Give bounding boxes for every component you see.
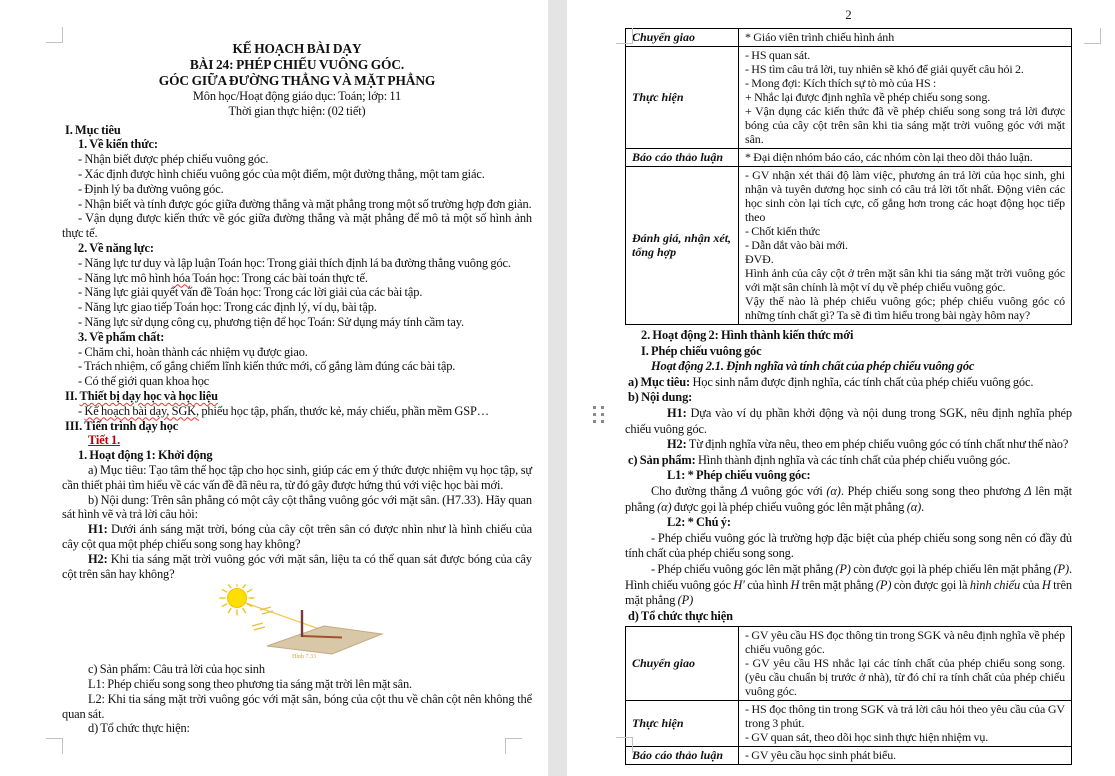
spellcheck-flagged-text: Kế hoạch bài dạy, SGK, bbox=[84, 403, 199, 418]
paragraph bbox=[62, 285, 532, 300]
text-run: Từ định nghĩa vừa nêu, theo em phép chiếu vuông góc có tính chất như thế nào? bbox=[686, 437, 1069, 452]
figure-caption: Hình 7.33 bbox=[292, 654, 316, 661]
table-cell-line: - GV yêu cầu HS nhắc lại các tính chất của phép chiếu song song. (yêu cầu chuẩn bị trước ở nhà), từ đó chỉ ra tính chất của phép chiếu vuông góc. bbox=[745, 656, 1065, 699]
table-row bbox=[626, 149, 1072, 167]
text-run: d) Tổ chức thực hiện bbox=[628, 608, 733, 623]
organization-table bbox=[625, 626, 1072, 765]
table-row-label: Báo cáo thảo luận bbox=[626, 747, 739, 765]
text-run: của hình bbox=[744, 577, 791, 592]
text-run: (P) bbox=[875, 577, 892, 592]
text-run: L1: * Phép chiếu vuông góc: bbox=[667, 468, 811, 483]
text-run: Học sinh nắm được định nghĩa, các tính chất của phép chiếu vuông góc. bbox=[690, 374, 1034, 389]
text-run: trên mặt phẳng bbox=[625, 577, 1072, 608]
text-run: - Nhận biết và tính được góc giữa đường thẳng và mặt phẳng trong một số trường hợp đơn giản. bbox=[78, 196, 532, 211]
text-run: a) Mục tiêu: Tạo tâm thế học tập cho học sinh, giúp các em ý thức được nhiệm vụ học tập, sự cần thiết phải tìm hiểu về các vấn đề đã nêu ra, từ đó gây được hứng thú với việc học bài mới. bbox=[62, 462, 532, 492]
table-row-label: Báo cáo thảo luận bbox=[626, 149, 739, 167]
spellcheck-flagged-text: hóa bbox=[172, 270, 191, 285]
page-1-body bbox=[0, 0, 548, 736]
text-run: . Hình chiếu vuông góc bbox=[625, 561, 1072, 592]
doc-subtitle bbox=[62, 57, 532, 73]
paragraph bbox=[62, 662, 532, 677]
paragraph bbox=[625, 406, 1072, 437]
paragraph bbox=[62, 522, 532, 552]
text-run: KẾ HOẠCH BÀI DẠY bbox=[232, 41, 362, 56]
text-run: L1: Phép chiếu song song theo phương tia sáng mặt trời lên mặt sân. bbox=[88, 677, 413, 692]
text-run: vuông góc với bbox=[747, 483, 827, 498]
text-run: d) Tổ chức thực hiện: bbox=[88, 721, 190, 736]
text-run: Hình thành định nghĩa và các tính chất của phép chiếu vuông góc. bbox=[695, 452, 1011, 467]
table-row-label: Thực hiện bbox=[626, 47, 739, 149]
table-row bbox=[626, 701, 1072, 747]
spellcheck-flagged-text: Thiết bị dạy học và học liệu bbox=[79, 388, 218, 403]
text-run: - Có thế giới quan khoa học bbox=[78, 374, 210, 389]
text-run: - bbox=[78, 403, 85, 418]
paragraph bbox=[625, 609, 1072, 625]
text-run: Cho đường thẳng bbox=[651, 483, 741, 498]
text-run: GÓC GIỮA ĐƯỜNG THẲNG VÀ MẶT PHẲNG bbox=[158, 73, 436, 88]
text-run: - Năng lực tư duy và lập luận Toán học: Trong giải thích định lá ba đường thẳng vuông góc. bbox=[78, 255, 511, 270]
text-run: H2: bbox=[667, 437, 687, 452]
text-run: H1: bbox=[88, 522, 108, 537]
doc-subtitle bbox=[62, 73, 532, 89]
text-run: b) Nội dung: bbox=[628, 390, 693, 405]
margin-mark-left-page-bottom-right bbox=[505, 738, 522, 754]
text-run: I. Phép chiếu vuông góc bbox=[641, 343, 762, 358]
sub-heading bbox=[625, 344, 1072, 360]
text-run: 2. Hoạt động 2: Hình thành kiến thức mới bbox=[641, 328, 854, 342]
text-run: L2: * Chú ý: bbox=[667, 515, 731, 530]
table-row-label: Chuyển giao bbox=[626, 627, 739, 701]
table-cell-line: - HS quan sát. bbox=[745, 48, 811, 62]
table-row-content bbox=[739, 47, 1072, 149]
table-cell-line: - Mong đợi: Kích thích sự tò mò của HS : bbox=[745, 76, 937, 90]
text-run: Δ bbox=[1024, 483, 1032, 498]
text-run: III. Tiến trình dạy học bbox=[65, 418, 179, 433]
table-row bbox=[626, 29, 1072, 47]
paragraph bbox=[62, 677, 532, 692]
text-run: Hoạt động 2.1. Định nghĩa và tính chất của phép chiếu vuông góc bbox=[651, 359, 975, 374]
table-row-content bbox=[739, 747, 1072, 765]
text-run: c) Sản phẩm: Câu trả lời của học sinh bbox=[88, 662, 265, 677]
section-heading bbox=[62, 419, 532, 434]
table-cell-line: - GV quan sát, theo dõi học sinh thực hiện nhiệm vụ. bbox=[745, 730, 989, 745]
text-run: Khi tia sáng mặt trời vuông góc với mặt sân, liệu ta có thể quan sát được bóng của cây cột trên sân hay không? bbox=[62, 551, 532, 581]
table-cell-line: Hình ảnh của cây cột ở trên mặt sân khi tia sáng mặt trời vuông góc với mặt sân chính là một ví dụ về phép chiếu vuông góc. bbox=[745, 266, 1065, 294]
paragraph bbox=[62, 197, 532, 212]
text-run: Tiết 1. bbox=[88, 433, 121, 448]
table-cell-line: - Dẫn dắt vào bài mới. bbox=[745, 238, 848, 252]
text-run: c) Sản phẩm: bbox=[628, 452, 696, 467]
text-run: - Định lý ba đường vuông góc. bbox=[78, 181, 224, 196]
page-number: 2 bbox=[845, 7, 852, 22]
organization-table bbox=[625, 28, 1072, 325]
table-row-label: Đánh giá, nhận xét, tổng hợp bbox=[626, 167, 739, 325]
margin-mark-right-page-top-left bbox=[616, 28, 633, 44]
doc-title bbox=[62, 41, 532, 57]
text-run: b) Nội dung: Trên sân phẳng có một cây cột thẳng vuông góc với mặt sân. (H7.33). Hãy quan sát hình vẽ và trả lời câu hỏi: bbox=[62, 492, 532, 522]
section-heading bbox=[62, 389, 532, 404]
light-dashes bbox=[252, 607, 273, 630]
paragraph bbox=[62, 359, 532, 374]
text-run: - Năng lực giải quyết vấn đề Toán học: Trong các lời giải của các bài tập. bbox=[78, 285, 423, 300]
text-run: - Chăm chỉ, hoàn thành các nhiệm vụ được giao. bbox=[78, 344, 308, 359]
table-row-content bbox=[739, 701, 1072, 747]
table-row-content bbox=[739, 167, 1072, 325]
table-cell-line: + Nhắc lại được định nghĩa về phép chiếu song song. bbox=[745, 90, 991, 104]
sub-heading bbox=[62, 137, 532, 152]
text-run: a) Mục tiêu: bbox=[628, 374, 691, 389]
table-cell-line: * Giáo viên trình chiếu hình ảnh bbox=[745, 30, 895, 44]
text-run: còn được gọi là phép chiếu lên mặt phẳng bbox=[850, 561, 1054, 576]
text-run: (α) bbox=[826, 483, 841, 498]
text-run: Δ bbox=[740, 483, 748, 498]
text-run: Dựa vào ví dụ phần khởi động và nội dung trong SGK, nêu định nghĩa phép chiếu vuông góc. bbox=[625, 405, 1072, 436]
text-run: - Vận dụng được kiến thức về góc giữa đường thẳng và mặt phẳng để mô tả một số hình ảnh thực tế. bbox=[62, 211, 532, 241]
text-run: - Trách nhiệm, cố gắng chiếm lĩnh kiến thức mới, cố gắng làm đúng các bài tập. bbox=[78, 359, 456, 374]
text-run: - Phép chiếu vuông góc lên mặt phẳng bbox=[651, 561, 836, 576]
activity-heading bbox=[625, 328, 1072, 344]
table-cell-line: - GV yêu cầu học sinh phát biểu. bbox=[745, 748, 897, 763]
text-run: Thời gian thực hiện: (02 tiết) bbox=[228, 103, 366, 118]
paragraph bbox=[625, 390, 1072, 406]
margin-mark-left-page-bottom-left bbox=[46, 738, 63, 754]
paragraph bbox=[62, 152, 532, 167]
paragraph bbox=[625, 468, 1072, 484]
text-run: BÀI 24: PHÉP CHIẾU VUÔNG GÓC. bbox=[189, 57, 405, 72]
text-run: còn được gọi là bbox=[891, 577, 970, 592]
sun-projection-illustration bbox=[212, 584, 397, 660]
table-cell-line: - GV nhận xét thái độ làm việc, phương án trả lời của học sinh, ghi nhận và tuyên dương học sinh có câu trả lời tốt nhất. Động viên các học sinh còn lại tích cực, cố gắng hơn trong các hoạt động học tiếp theo bbox=[745, 168, 1065, 224]
text-run: trên mặt phẳng bbox=[799, 577, 876, 592]
text-run: - Nhận biết được phép chiếu vuông góc. bbox=[78, 152, 269, 167]
section-heading bbox=[62, 123, 532, 138]
table-row-content bbox=[739, 149, 1072, 167]
paragraph bbox=[625, 437, 1072, 453]
text-run: H2: bbox=[88, 551, 108, 566]
sub-heading bbox=[62, 330, 532, 345]
paragraph bbox=[625, 562, 1072, 609]
sub-activity-heading bbox=[625, 359, 1072, 375]
paragraph bbox=[62, 721, 532, 736]
paragraph bbox=[62, 211, 532, 241]
paragraph bbox=[62, 182, 532, 197]
document-page-1 bbox=[0, 0, 548, 776]
text-run: Dưới ánh sáng mặt trời, bóng của cây cột trên sân có được nhìn như là hình chiếu của cây cột qua một phép chiếu song song hay không? bbox=[62, 522, 532, 551]
text-run: được gọi là phép chiếu vuông góc lên mặt phẳng bbox=[671, 499, 907, 514]
table-cell-line: - GV yêu cầu HS đọc thông tin trong SGK và nêu định nghĩa về phép chiếu vuông góc. bbox=[745, 628, 1065, 657]
table-cell-line: ĐVĐ. bbox=[745, 252, 774, 266]
paragraph bbox=[62, 374, 532, 389]
text-run: 2. Về năng lực: bbox=[78, 240, 154, 255]
table-row bbox=[626, 627, 1072, 701]
doc-meta bbox=[62, 89, 532, 104]
margin-mark-right-page-bottom-left bbox=[616, 737, 633, 753]
text-run: - Năng lực giao tiếp Toán học: Trong các định lý, ví dụ, bài tập. bbox=[78, 300, 377, 315]
margin-mark-left-page-top-left bbox=[46, 27, 63, 43]
text-run: - Năng lực sử dụng công cụ, phương tiện để học Toán: Sử dụng máy tính cầm tay. bbox=[78, 314, 465, 329]
text-run: H bbox=[790, 577, 800, 592]
table-row bbox=[626, 47, 1072, 149]
text-run: H1: bbox=[667, 405, 687, 420]
table-cell-line: Vậy thế nào là phép chiếu vuông góc; phép chiếu vuông góc có những tính chất gì? Ta sẽ đi tìm hiểu trong bài ngày hôm nay? bbox=[745, 294, 1065, 322]
text-run: 1. Hoạt động 1: Khởi động bbox=[78, 448, 213, 463]
text-run: L2: Khi tia sáng mặt trời vuông góc với mặt sân, bóng của cột thu về chân cột nên không thể quan sát. bbox=[62, 691, 532, 721]
paragraph bbox=[62, 300, 532, 315]
paragraph bbox=[625, 375, 1072, 391]
paragraph bbox=[62, 271, 532, 286]
paragraph bbox=[625, 453, 1072, 469]
text-run: II. bbox=[65, 388, 80, 403]
table-row-content bbox=[739, 29, 1072, 47]
paragraph bbox=[62, 552, 532, 582]
text-run: hình chiếu bbox=[969, 577, 1021, 592]
figure-h7-33 bbox=[212, 584, 397, 660]
text-run: . bbox=[921, 499, 925, 514]
paragraph bbox=[62, 345, 532, 360]
paragraph bbox=[62, 404, 532, 419]
text-run: - Phép chiếu vuông góc là trường hợp đặc biệt của phép chiếu song song nên có đầy đủ tính chất của phép chiếu song song. bbox=[625, 530, 1072, 561]
text-run: (P) bbox=[835, 561, 851, 576]
text-run: Toán học: Trong các bài toán thực tế. bbox=[190, 270, 368, 285]
text-run: - Năng lực mô hình bbox=[78, 270, 173, 285]
margin-mark-right-page-top-right bbox=[1084, 28, 1101, 44]
text-run: . Phép chiếu song song theo phương bbox=[840, 483, 1025, 498]
table-cell-line: - HS đọc thông tin trong SGK và trả lời câu hỏi theo yêu cầu của GV trong 3 phút. bbox=[745, 702, 1065, 731]
ground-plane bbox=[267, 626, 382, 654]
sun-icon bbox=[228, 589, 247, 608]
text-run: Môn học/Hoạt động giáo dục: Toán; lớp: 11 bbox=[192, 89, 402, 103]
text-run: lên mặt phẳng bbox=[625, 483, 1072, 514]
text-run: phiếu học tập, phấn, thước kẻ, máy chiếu, phần mềm GSP… bbox=[198, 403, 490, 418]
paragraph bbox=[625, 531, 1072, 562]
activity-heading bbox=[62, 448, 532, 463]
table-cell-line: * Đại diện nhóm báo cáo, các nhóm còn lại theo dõi thảo luận. bbox=[745, 150, 1033, 164]
paragraph bbox=[625, 515, 1072, 531]
table-cell-line: - HS tìm câu trả lời, tuy nhiên sẽ khó để giải quyết câu hỏi 2. bbox=[745, 62, 1024, 76]
table-row bbox=[626, 747, 1072, 765]
table-cell-line: - Chốt kiến thức bbox=[745, 224, 821, 238]
paragraph bbox=[62, 692, 532, 722]
text-run: H bbox=[1041, 577, 1051, 592]
text-run: 1. Về kiến thức: bbox=[78, 137, 158, 152]
text-run: H′ bbox=[733, 577, 745, 592]
tiet-1-heading bbox=[62, 433, 532, 448]
text-run: - Xác định được hình chiếu vuông góc của một điểm, một đường thẳng, một tam giác. bbox=[78, 166, 485, 181]
page-2-body bbox=[567, 0, 1115, 765]
table-row bbox=[626, 167, 1072, 325]
table-row-label: Chuyển giao bbox=[626, 29, 739, 47]
paragraph bbox=[62, 167, 532, 182]
table-row-label: Thực hiện bbox=[626, 701, 739, 747]
text-run: của bbox=[1020, 577, 1042, 592]
text-run: (P) bbox=[677, 593, 694, 608]
document-page-2 bbox=[567, 0, 1115, 776]
text-run: (P) bbox=[1053, 561, 1070, 576]
paragraph bbox=[62, 315, 532, 330]
paragraph bbox=[62, 493, 532, 523]
drag-handle-icon[interactable] bbox=[593, 406, 605, 425]
paragraph bbox=[625, 484, 1072, 515]
paragraph bbox=[62, 256, 532, 271]
text-run: 3. Về phẩm chất: bbox=[78, 329, 165, 344]
text-run: I. Mục tiêu bbox=[65, 122, 121, 137]
sub-heading bbox=[62, 241, 532, 256]
table-row-content bbox=[739, 627, 1072, 701]
text-run: (α) bbox=[906, 499, 922, 514]
paragraph bbox=[62, 463, 532, 493]
table-cell-line: + Vận dụng các kiến thức đã về phép chiếu song song trả lời được bóng của cây cột trên sân khi tia sáng mặt trời vuông góc với mặt sân. bbox=[745, 104, 1065, 146]
text-run: (α) bbox=[657, 499, 672, 514]
doc-meta bbox=[62, 104, 532, 119]
